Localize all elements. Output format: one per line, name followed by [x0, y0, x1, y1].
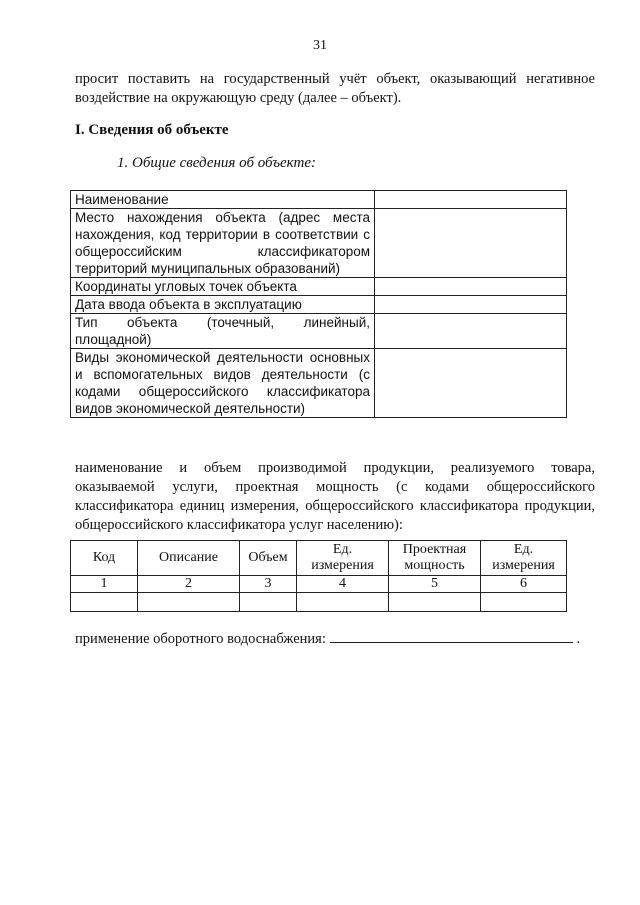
- water-supply-end: .: [576, 631, 581, 647]
- subheading: 1. Общие сведения об объекте:: [117, 155, 316, 171]
- column-number: 6: [481, 576, 567, 593]
- table-cell: [240, 593, 297, 612]
- row-value-activity-types: [375, 349, 567, 418]
- table-row: [71, 314, 567, 349]
- table-row: [71, 576, 567, 593]
- row-value-location: [375, 209, 567, 278]
- table-row: [71, 349, 567, 418]
- column-number: 2: [138, 576, 240, 593]
- products-table: [70, 540, 567, 612]
- row-label-name: Наименование: [71, 191, 375, 209]
- header-cell-description: Описание: [138, 541, 240, 576]
- header-cell-capacity: Проектная мощность: [389, 541, 481, 576]
- column-number: 4: [297, 576, 389, 593]
- table-cell: [389, 593, 481, 612]
- water-supply-label: применение оборотного водоснабжения:: [75, 631, 326, 647]
- row-value-name: [375, 191, 567, 209]
- table-cell: [71, 593, 138, 612]
- table-cell: [138, 593, 240, 612]
- table-row: [71, 296, 567, 314]
- header-cell-code: Код: [71, 541, 138, 576]
- table-row: [71, 278, 567, 296]
- table-row: [71, 593, 567, 612]
- table-header-row: [71, 541, 567, 576]
- fill-in-blank: [330, 630, 573, 643]
- row-label-activity-types: Виды экономической деятельности основных и вспомогательных видов деятельности (с кодами общероссийского классификатора видов экономической деятельности): [71, 349, 375, 418]
- row-value-commission-date: [375, 296, 567, 314]
- header-cell-capacity-unit: Ед. измерения: [481, 541, 567, 576]
- column-number: 3: [240, 576, 297, 593]
- table-row: [71, 191, 567, 209]
- row-value-object-type: [375, 314, 567, 349]
- row-label-commission-date: Дата ввода объекта в эксплуатацию: [71, 296, 375, 314]
- table-cell: [481, 593, 567, 612]
- page-number: 31: [313, 38, 327, 53]
- column-number: 1: [71, 576, 138, 593]
- object-info-table: [70, 190, 567, 418]
- water-supply-line: [75, 630, 580, 648]
- row-value-coordinates: [375, 278, 567, 296]
- products-paragraph: наименование и объем производимой продукции, реализуемого товара, оказываемой услуги, проектная мощность (с кодами общероссийского классификатора единиц измерения, общероссийского классификатора продукции, общероссийского классификатора услуг населению):: [75, 460, 595, 533]
- row-label-object-type: Тип объекта (точечный, линейный, площадной): [71, 314, 375, 349]
- table-row: [71, 209, 567, 278]
- row-label-location: Место нахождения объекта (адрес места нахождения, код территории в соответствии с общероссийским классификатором территорий муниципальных образований): [71, 209, 375, 278]
- section-heading: I. Сведения об объекте: [75, 122, 229, 138]
- table-cell: [297, 593, 389, 612]
- header-cell-volume: Объем: [240, 541, 297, 576]
- intro-paragraph: просит поставить на государственный учёт объект, оказывающий негативное воздействие на окружающую среду (далее – объект).: [75, 71, 595, 106]
- row-label-coordinates: Координаты угловых точек объекта: [71, 278, 375, 296]
- column-number: 5: [389, 576, 481, 593]
- header-cell-unit: Ед. измерения: [297, 541, 389, 576]
